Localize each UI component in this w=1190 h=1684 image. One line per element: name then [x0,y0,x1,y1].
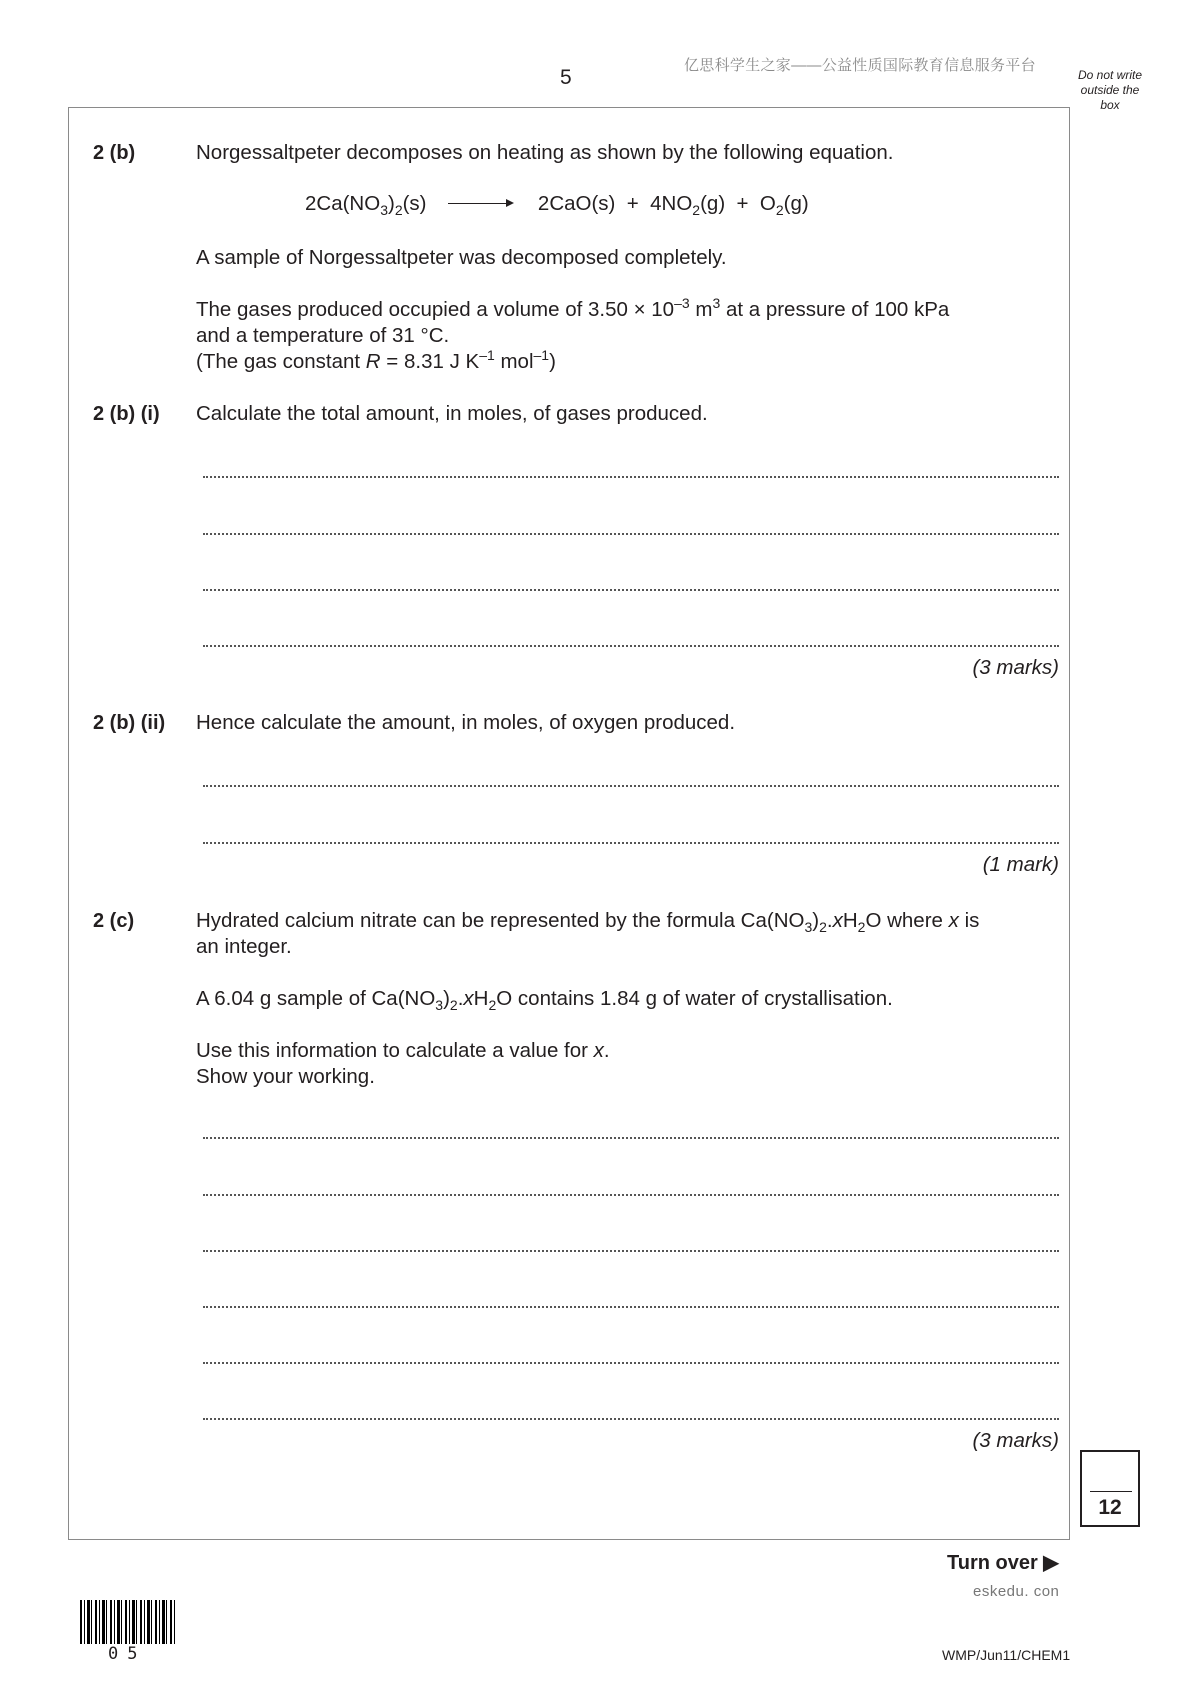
barcode-icon [80,1600,176,1644]
gas-constant-statement: (The gas constant R = 8.31 J $K^{-1}$ mol$^{-1}$) [196,347,556,373]
answer-line[interactable] [203,1362,1059,1364]
reaction-arrow-icon [448,203,512,204]
question-2c-sample: A 6.04 g sample of $Ca(NO_3)_2.xH_2O$ contains 1.84 g of water of crystallisation. [196,987,893,1014]
answer-line[interactable] [203,1306,1059,1308]
question-2c-line2: an integer. [196,935,292,958]
margin-note-line: box [1100,98,1120,112]
decomposition-equation: $2Ca(NO_3)_2(s) 2CaO(s) + 4NO_2(g) + O_2(g)$ [305,192,809,219]
question-2c-instruction: Use this information to calculate a value for x. [196,1039,610,1062]
answer-line[interactable] [203,1137,1059,1139]
temperature-statement: and a temperature of 31 °C. [196,324,450,347]
sample-statement: A sample of Norgessaltpeter was decomposed completely. [196,246,727,269]
question-number-2b: 2 (b) [93,142,136,164]
barcode-number: 05 [108,1644,147,1664]
question-number-2bi: 2 (b) (i) [93,403,160,425]
answer-line[interactable] [203,1418,1059,1420]
paper-code: WMP/Jun11/CHEM1 [942,1647,1071,1663]
answer-line[interactable] [203,533,1059,535]
score-value: 12 [1098,1496,1122,1519]
answer-line[interactable] [203,589,1059,591]
site-watermark: eskedu. con [973,1583,1060,1600]
answer-line[interactable] [203,1250,1059,1252]
question-number-2bii: 2 (b) (ii) [93,712,166,734]
question-2bii-text: Hence calculate the amount, in moles, of oxygen produced. [196,711,736,734]
margin-note [1070,68,1150,113]
answer-line[interactable] [203,785,1059,787]
marks-label: (1 mark) [982,853,1059,876]
question-2b-intro: Norgessaltpeter decomposes on heating as shown by the following equation. [196,141,894,164]
question-2c-show-working: Show your working. [196,1065,375,1088]
margin-note-line: Do not write [1077,68,1143,82]
answer-line[interactable] [203,476,1059,478]
page-number: 5 [560,66,572,89]
margin-note-line: outside the [1080,83,1140,97]
question-2c-line1: Hydrated calcium nitrate can be represented by the formula $Ca(NO_3)_2.xH_2O$ where x is [196,909,980,936]
answer-line[interactable] [203,1194,1059,1196]
question-number-2c: 2 (c) [93,910,135,932]
gas-volume-statement: The gases produced occupied a volume of $3.50 \times 10^{-3}$ $m^3$ at a pressure of 100 kPa [196,295,950,321]
answer-line[interactable] [203,842,1059,844]
marks-label: (3 marks) [972,1429,1059,1452]
marks-label: (3 marks) [972,656,1059,679]
question-2bi-text: Calculate the total amount, in moles, of gases produced. [196,402,708,425]
turn-over-label: Turn over ▶ [947,1552,1059,1574]
answer-line[interactable] [203,645,1059,647]
watermark-text: 亿思科学生之家——公益性质国际教育信息服务平台 [684,57,1036,74]
score-divider [1090,1491,1132,1492]
